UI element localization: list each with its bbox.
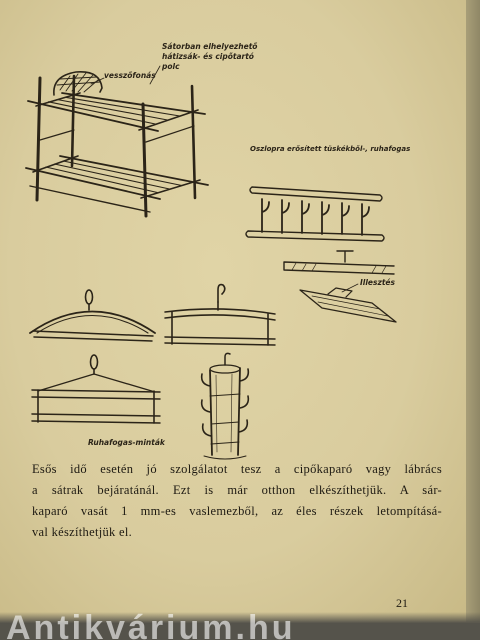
joint-label: Illesztés bbox=[360, 278, 395, 287]
wicker-label: vesszőfonás bbox=[104, 71, 156, 80]
shelf-drawing bbox=[26, 66, 208, 216]
bottom-band bbox=[0, 612, 480, 640]
shelf-label bbox=[162, 42, 257, 72]
coat-rack-label: Oszlopra erősített tüskékből-, ruhafogas bbox=[250, 145, 411, 153]
page-number: 21 bbox=[396, 596, 408, 610]
watermark: Antikvárium.hu bbox=[6, 612, 296, 640]
body-line: val készíthetjük el. bbox=[32, 525, 133, 539]
hanger-arched-drawing bbox=[30, 290, 155, 341]
adjacent-page-edge bbox=[466, 0, 480, 622]
coat-rack-drawing bbox=[246, 187, 384, 241]
hanger-triangle-drawing bbox=[32, 355, 160, 423]
shelf-label-line: hátizsák- és cipőtartó bbox=[162, 52, 254, 61]
shelf-label-line: polc bbox=[162, 62, 180, 71]
hanger-patterns-label: Ruhafogas-minták bbox=[88, 438, 165, 447]
body-paragraph bbox=[32, 459, 442, 543]
body-line: Esős idő esetén jó szolgálatot tesz a cipőkaparó vagy lábrács bbox=[32, 462, 442, 476]
hanger-frame-drawing bbox=[165, 285, 275, 345]
hanger-post-drawing bbox=[202, 353, 249, 459]
body-line: a sátrak bejáratánál. Ezt is már otthon elkészíthetjük. A sár- bbox=[32, 483, 442, 497]
shelf-label-line: Sátorban elhelyezhető bbox=[162, 42, 258, 51]
body-line: kaparó vasát 1 mm-es vaslemezből, az éles részek letompításá- bbox=[32, 504, 442, 518]
